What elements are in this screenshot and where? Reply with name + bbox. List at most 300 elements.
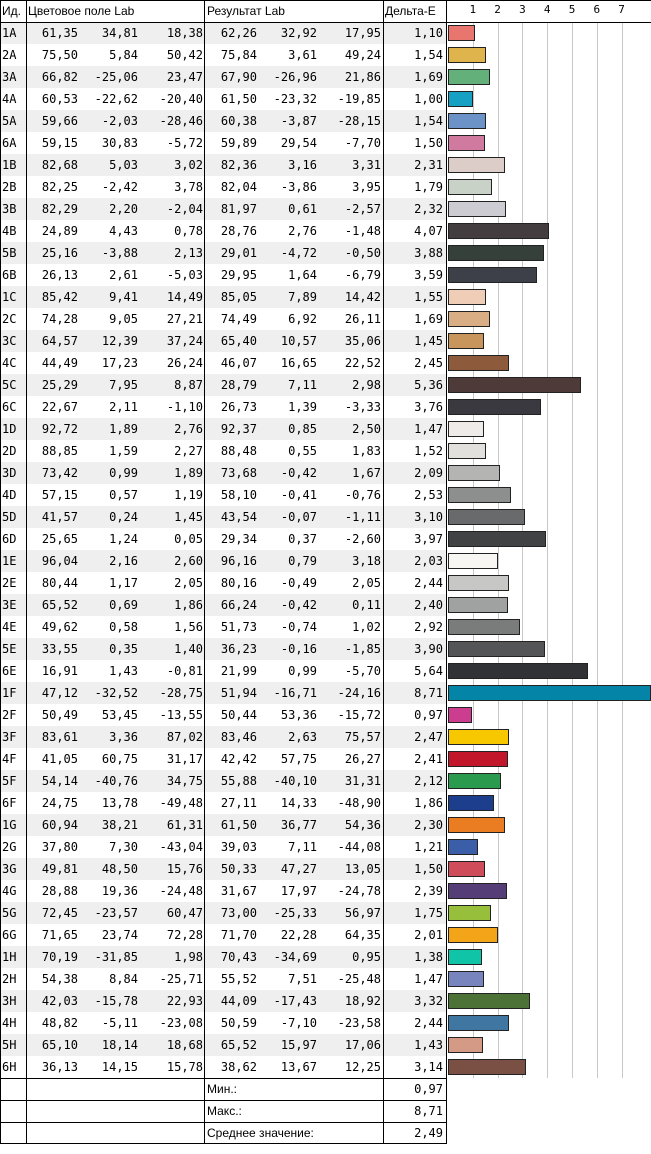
cell-result-b: -1,85 [344,642,381,656]
delta-e-bar [448,355,509,371]
cell-id: 2G [2,840,17,854]
cell-patch-a: 2,61 [109,268,138,282]
summary-label: Среднее значение: [207,1126,314,1140]
summary-label: Мин.: [207,1082,237,1096]
cell-id: 4G [2,884,17,898]
header-patch-lab: Цветовое поле Lab [28,4,135,18]
cell-id: 5H [2,1038,17,1052]
cell-delta-e: 2,09 [414,466,443,480]
cell-patch-l: 61,35 [41,26,78,40]
delta-e-bar [448,267,537,283]
cell-patch-b: -24,48 [159,884,203,898]
cell-result-a: -26,96 [273,70,317,84]
cell-result-a: 0,79 [288,554,317,568]
cell-result-a: -0,42 [280,598,317,612]
table-row [0,44,651,66]
cell-result-l: 62,26 [220,26,257,40]
cell-id: 6D [2,532,17,546]
cell-result-b: -5,70 [344,664,381,678]
delta-e-bar [448,883,507,899]
cell-result-b: 26,27 [344,752,381,766]
delta-e-bar [448,817,505,833]
cell-patch-l: 44,49 [41,356,78,370]
delta-e-bar [448,861,485,877]
header-result-lab: Результат Lab [207,4,285,18]
cell-id: 5C [2,378,17,392]
cell-result-a: 10,57 [280,334,317,348]
cell-result-a: 3,61 [288,48,317,62]
cell-result-l: 42,42 [220,752,257,766]
cell-patch-b: -28,46 [159,114,203,128]
cell-patch-b: -20,40 [159,92,203,106]
cell-result-b: -0,76 [344,488,381,502]
cell-delta-e: 3,32 [414,994,443,1008]
cell-patch-a: 38,21 [101,818,138,832]
cell-patch-b: -25,71 [159,972,203,986]
table-row [0,946,651,968]
cell-result-b: -19,85 [337,92,381,106]
cell-result-l: 50,59 [220,1016,257,1030]
delta-e-bar [448,179,492,195]
cell-patch-a: 3,36 [109,730,138,744]
delta-e-bar [448,619,520,635]
cell-id: 4A [2,92,17,106]
cell-delta-e: 1,79 [414,180,443,194]
cell-result-a: 0,99 [288,664,317,678]
table-row [0,242,651,264]
cell-patch-b: 1,45 [174,510,203,524]
cell-patch-b: -5,03 [166,268,203,282]
table-row [0,572,651,594]
delta-e-bar [448,201,506,217]
cell-delta-e: 5,64 [414,664,443,678]
cell-patch-a: 17,23 [101,356,138,370]
cell-result-a: -0,16 [280,642,317,656]
cell-result-b: 14,42 [344,290,381,304]
scale-tick-label: 7 [618,3,625,16]
cell-delta-e: 2,39 [414,884,443,898]
cell-delta-e: 3,97 [414,532,443,546]
cell-id: 1G [2,818,17,832]
cell-result-l: 96,16 [220,554,257,568]
table-row [0,176,651,198]
cell-patch-l: 57,15 [41,488,78,502]
cell-patch-l: 59,66 [41,114,78,128]
cell-result-l: 51,73 [220,620,257,634]
cell-patch-b: 1,19 [174,488,203,502]
cell-result-b: 26,11 [344,312,381,326]
cell-patch-l: 37,80 [41,840,78,854]
cell-patch-b: 72,28 [166,928,203,942]
scale-tick-label: 4 [543,3,551,16]
cell-result-l: 26,73 [220,400,257,414]
delta-e-bar [448,47,486,63]
cell-patch-a: 4,43 [109,224,138,238]
delta-e-bar [448,421,484,437]
cell-patch-a: 5,84 [109,48,138,62]
cell-patch-l: 71,65 [41,928,78,942]
cell-id: 4D [2,488,17,502]
cell-patch-b: 15,76 [166,862,203,876]
table-row [0,858,651,880]
delta-e-bar [448,685,651,701]
cell-patch-a: 0,35 [109,642,138,656]
cell-id: 2A [2,48,17,62]
cell-result-b: -2,60 [344,532,381,546]
cell-patch-b: -49,48 [159,796,203,810]
cell-result-b: -23,58 [337,1016,381,1030]
cell-patch-l: 42,03 [41,994,78,1008]
table-row [0,660,651,682]
cell-result-a: 47,27 [280,862,317,876]
summary-value: 2,49 [414,1126,443,1140]
cell-id: 4H [2,1016,17,1030]
cell-result-a: -4,72 [280,246,317,260]
cell-result-l: 36,23 [220,642,257,656]
delta-e-bar [448,905,491,921]
cell-patch-b: -0,81 [166,664,203,678]
cell-patch-b: 31,17 [166,752,203,766]
cell-patch-a: 60,75 [101,752,138,766]
delta-e-bar [448,949,482,965]
cell-result-l: 58,10 [220,488,257,502]
cell-result-b: 22,52 [344,356,381,370]
cell-delta-e: 1,10 [414,26,443,40]
cell-result-b: -48,90 [337,796,381,810]
cell-result-l: 82,04 [220,180,257,194]
cell-id: 4C [2,356,17,370]
cell-result-b: 1,83 [352,444,381,458]
cell-delta-e: 1,69 [414,70,443,84]
cell-patch-a: 12,39 [101,334,138,348]
cell-result-l: 51,94 [220,686,257,700]
cell-result-a: -0,42 [280,466,317,480]
cell-id: 2B [2,180,17,194]
cell-patch-b: 1,86 [174,598,203,612]
table-row [0,110,651,132]
cell-result-l: 31,67 [220,884,257,898]
delta-e-bar [448,223,549,239]
table-row [0,814,651,836]
cell-result-l: 29,34 [220,532,257,546]
cell-patch-l: 60,53 [41,92,78,106]
cell-result-l: 65,40 [220,334,257,348]
cell-patch-l: 54,14 [41,774,78,788]
cell-result-a: 36,77 [280,818,317,832]
delta-e-bar [448,663,588,679]
header-id: Ид. [2,4,21,18]
cell-result-b: -15,72 [337,708,381,722]
cell-patch-b: 3,02 [174,158,203,172]
cell-result-l: 50,33 [220,862,257,876]
cell-result-b: 2,98 [352,378,381,392]
cell-patch-a: 34,81 [101,26,138,40]
cell-patch-l: 72,45 [41,906,78,920]
table-row [0,1012,651,1034]
cell-patch-l: 85,42 [41,290,78,304]
cell-result-b: 3,31 [352,158,381,172]
cell-id: 5A [2,114,17,128]
table-row [0,484,651,506]
cell-patch-l: 48,82 [41,1016,78,1030]
cell-patch-l: 60,94 [41,818,78,832]
table-row [0,308,651,330]
cell-patch-l: 54,38 [41,972,78,986]
cell-result-a: 1,39 [288,400,317,414]
cell-patch-a: 1,89 [109,422,138,436]
cell-result-a: 32,92 [280,26,317,40]
cell-id: 4F [2,752,17,766]
cell-patch-a: 1,43 [109,664,138,678]
cell-delta-e: 2,44 [414,576,443,590]
cell-id: 6B [2,268,17,282]
cell-patch-l: 75,50 [41,48,78,62]
cell-patch-b: 2,05 [174,576,203,590]
cell-id: 1A [2,26,17,40]
cell-patch-a: 0,24 [109,510,138,524]
cell-result-b: 1,02 [352,620,381,634]
cell-result-l: 39,03 [220,840,257,854]
table-row [0,132,651,154]
cell-result-l: 67,90 [220,70,257,84]
cell-result-l: 65,52 [220,1038,257,1052]
cell-patch-b: 26,24 [166,356,203,370]
delta-e-bar [448,531,546,547]
table-row [0,440,651,462]
cell-patch-b: 14,49 [166,290,203,304]
cell-patch-a: 5,03 [109,158,138,172]
cell-patch-a: 7,30 [109,840,138,854]
cell-id: 6F [2,796,17,810]
delta-e-bar [448,25,475,41]
cell-result-a: 7,11 [288,840,317,854]
cell-result-a: 0,85 [288,422,317,436]
cell-patch-l: 65,10 [41,1038,78,1052]
cell-patch-a: -23,57 [94,906,138,920]
cell-patch-a: 9,41 [109,290,138,304]
cell-result-b: 12,25 [344,1060,381,1074]
table-row [0,462,651,484]
cell-patch-l: 47,12 [41,686,78,700]
cell-patch-a: 7,95 [109,378,138,392]
cell-patch-b: 2,76 [174,422,203,436]
cell-patch-l: 16,91 [41,664,78,678]
cell-result-l: 74,49 [220,312,257,326]
cell-patch-b: -5,72 [166,136,203,150]
cell-id: 6A [2,136,17,150]
cell-id: 4E [2,620,17,634]
table-row [0,902,651,924]
cell-delta-e: 2,45 [414,356,443,370]
cell-result-l: 83,46 [220,730,257,744]
cell-patch-b: 2,60 [174,554,203,568]
cell-patch-b: 8,87 [174,378,203,392]
cell-result-a: 17,97 [280,884,317,898]
cell-delta-e: 2,03 [414,554,443,568]
delta-e-bar [448,487,511,503]
cell-patch-b: -1,10 [166,400,203,414]
cell-result-a: -17,43 [273,994,317,1008]
cell-patch-b: 87,02 [166,730,203,744]
cell-patch-l: 25,16 [41,246,78,260]
cell-result-l: 29,01 [220,246,257,260]
delta-e-bar [448,993,530,1009]
cell-patch-a: -3,88 [101,246,138,260]
cell-patch-l: 96,04 [41,554,78,568]
cell-result-l: 46,07 [220,356,257,370]
cell-patch-a: 19,36 [101,884,138,898]
cell-result-l: 85,05 [220,290,257,304]
cell-patch-l: 74,28 [41,312,78,326]
table-row [0,880,651,902]
cell-result-l: 38,62 [220,1060,257,1074]
cell-patch-a: -40,76 [94,774,138,788]
cell-result-b: 0,11 [352,598,381,612]
cell-patch-b: -28,75 [159,686,203,700]
cell-patch-a: 2,11 [109,400,138,414]
cell-result-b: -6,79 [344,268,381,282]
table-row [0,770,651,792]
cell-result-a: 29,54 [280,136,317,150]
cell-id: 1C [2,290,17,304]
cell-result-b: -24,78 [337,884,381,898]
cell-delta-e: 1,21 [414,840,443,854]
cell-result-a: 2,76 [288,224,317,238]
scale-tick-label: 5 [568,3,576,16]
cell-id: 3H [2,994,17,1008]
table-row [0,704,651,726]
delta-e-bar [448,1037,483,1053]
cell-result-a: 7,51 [288,972,317,986]
cell-result-a: -7,10 [280,1016,317,1030]
cell-result-l: 59,89 [220,136,257,150]
cell-result-l: 44,09 [220,994,257,1008]
summary-value: 0,97 [414,1082,443,1096]
cell-patch-b: 23,47 [166,70,203,84]
cell-result-b: 13,05 [344,862,381,876]
table-row [0,506,651,528]
cell-delta-e: 2,53 [414,488,443,502]
cell-result-l: 21,99 [220,664,257,678]
delta-e-bar [448,245,544,261]
cell-result-a: 57,75 [280,752,317,766]
cell-result-l: 81,97 [220,202,257,216]
delta-e-bar [448,399,541,415]
delta-e-bar [448,971,484,987]
cell-result-l: 50,44 [220,708,257,722]
table-row [0,616,651,638]
cell-result-a: 0,37 [288,532,317,546]
cell-delta-e: 2,30 [414,818,443,832]
cell-result-l: 92,37 [220,422,257,436]
cell-result-b: 56,97 [344,906,381,920]
cell-delta-e: 3,90 [414,642,443,656]
cell-result-b: 17,95 [344,26,381,40]
cell-result-b: -3,33 [344,400,381,414]
delta-e-bar [448,509,525,525]
cell-patch-a: -32,52 [94,686,138,700]
cell-delta-e: 1,00 [414,92,443,106]
delta-e-bar [448,641,545,657]
cell-patch-b: 1,98 [174,950,203,964]
cell-delta-e: 2,01 [414,928,443,942]
cell-result-b: 2,50 [352,422,381,436]
cell-result-b: 3,18 [352,554,381,568]
cell-id: 5E [2,642,17,656]
cell-result-a: -23,32 [273,92,317,106]
cell-patch-l: 92,72 [41,422,78,436]
table-row [0,924,651,946]
cell-id: 2C [2,312,17,326]
cell-result-l: 60,38 [220,114,257,128]
cell-result-a: -0,49 [280,576,317,590]
table-row [0,682,651,704]
cell-delta-e: 3,59 [414,268,443,282]
cell-id: 3B [2,202,17,216]
cell-patch-b: 34,75 [166,774,203,788]
cell-result-l: 70,43 [220,950,257,964]
cell-patch-b: 0,78 [174,224,203,238]
cell-result-a: 0,61 [288,202,317,216]
cell-delta-e: 2,12 [414,774,443,788]
cell-patch-a: -5,11 [101,1016,138,1030]
table-row [0,638,651,660]
cell-id: 6C [2,400,17,414]
cell-patch-a: 1,59 [109,444,138,458]
cell-patch-b: 61,31 [166,818,203,832]
cell-result-b: -44,08 [337,840,381,854]
cell-result-b: 1,67 [352,466,381,480]
cell-patch-b: 2,13 [174,246,203,260]
cell-patch-a: 2,20 [109,202,138,216]
cell-patch-b: -13,55 [159,708,203,722]
cell-result-l: 61,50 [220,92,257,106]
cell-id: 4B [2,224,17,238]
delta-e-bar [448,465,500,481]
cell-patch-l: 80,44 [41,576,78,590]
cell-patch-a: 8,84 [109,972,138,986]
cell-result-a: 15,97 [280,1038,317,1052]
table-row [0,418,651,440]
cell-delta-e: 1,45 [414,334,443,348]
cell-patch-b: 18,68 [166,1038,203,1052]
cell-patch-l: 59,15 [41,136,78,150]
delta-e-bar [448,597,508,613]
cell-result-a: -34,69 [273,950,317,964]
cell-delta-e: 2,32 [414,202,443,216]
cell-result-b: 18,92 [344,994,381,1008]
cell-delta-e: 2,44 [414,1016,443,1030]
delta-e-bar [448,751,508,767]
cell-delta-e: 4,07 [414,224,443,238]
table-row [0,726,651,748]
cell-delta-e: 1,47 [414,972,443,986]
cell-patch-b: -43,04 [159,840,203,854]
cell-result-a: 53,36 [280,708,317,722]
cell-id: 3F [2,730,17,744]
cell-result-a: -40,10 [273,774,317,788]
cell-patch-l: 24,89 [41,224,78,238]
delta-e-bar [448,333,484,349]
cell-id: 3C [2,334,17,348]
cell-patch-b: 3,78 [174,180,203,194]
cell-delta-e: 1,54 [414,114,443,128]
delta-e-bar [448,69,490,85]
cell-result-b: 35,06 [344,334,381,348]
table-row [0,220,651,242]
cell-result-a: -3,86 [280,180,317,194]
cell-patch-l: 66,82 [41,70,78,84]
